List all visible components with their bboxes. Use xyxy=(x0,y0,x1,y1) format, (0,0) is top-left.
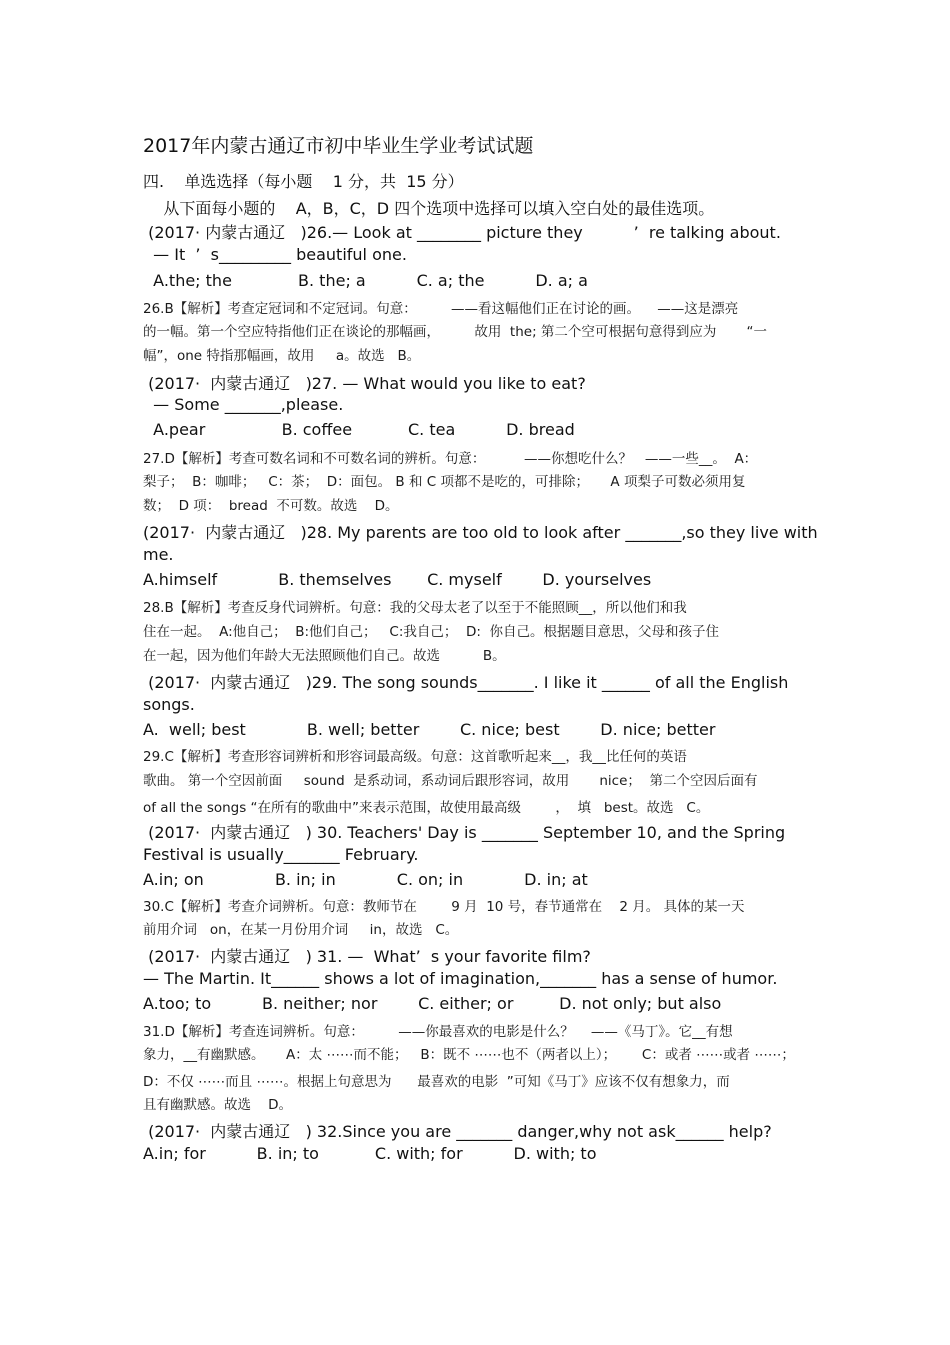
analysis-31-line-1: 31.D【解析】考查连词辨析。句意： ——你最喜欢的电影是什么？ ——《马丁》。它__有想 xyxy=(143,1024,733,1040)
question-28-options: A.himself B. themselves C. myself D. yourselves xyxy=(143,570,652,589)
question-31-options: A.too; to B. neither; nor C. either; or D. not only; but also xyxy=(143,994,722,1013)
question-28-line-2: me. xyxy=(143,545,174,564)
question-31-line-2: — The Martin. It______ shows a lot of imagination,_______ has a sense of humor. xyxy=(143,969,778,988)
analysis-29-line-2: 歌曲。 第一个空因前面 sound 是系动词，系动词后跟形容词，故用 nice； 第二个空因后面有 xyxy=(143,773,758,789)
question-32-line-1: (2017· 内蒙古通辽 ) 32.Since you are _______ danger,why not ask______ help? xyxy=(143,1122,772,1141)
analysis-28-line-3: 在一起，因为他们年龄大无法照顾他们自己。故选 B。 xyxy=(143,648,506,664)
question-30-line-1: (2017· 内蒙古通辽 ) 30. Teachers' Day is _______ September 10, and the Spring xyxy=(143,823,786,842)
analysis-31-line-3: D：不仅 ⋯⋯而且 ⋯⋯。根据上句意思为 最喜欢的电影 ”可知《马丁》应该不仅有想象力，而 xyxy=(143,1074,730,1090)
question-29-line-1: (2017· 内蒙古通辽 )29. The song sounds_______. I like it ______ of all the English xyxy=(143,673,789,692)
analysis-26-line-1: 26.B【解析】考查定冠词和不定冠词。句意： ——看这幅他们正在讨论的画。 ——这是漂亮 xyxy=(143,301,739,317)
question-27-line-2: — Some _______,please. xyxy=(143,395,344,414)
analysis-27-line-2: 梨子； B：咖啡； C：茶； D：面包。 B 和 C 项都不是吃的，可排除； A 项梨子可数必须用复 xyxy=(143,474,746,490)
question-27-options: A.pear B. coffee C. tea D. bread xyxy=(143,420,575,439)
question-26-line-2: — It ’ s_________ beautiful one. xyxy=(143,245,407,264)
question-26-options: A.the; the B. the; a C. a; the D. a; a xyxy=(143,271,588,290)
analysis-28-line-1: 28.B【解析】考查反身代词辨析。句意：我的父母太老了以至于不能照顾__，所以他们和我 xyxy=(143,600,687,616)
analysis-27-line-3: 数； D 项： bread 不可数。故选 D。 xyxy=(143,498,399,514)
question-30-options: A.in; on B. in; in C. on; in D. in; at xyxy=(143,870,588,889)
section-instruction: 从下面每小题的 A，B，C，D 四个选项中选择可以填入空白处的最佳选项。 xyxy=(143,199,715,218)
analysis-26-line-3: 幅”，one 特指那幅画，故用 a。故选 B。 xyxy=(143,348,421,364)
question-26-line-1: (2017· 内蒙古通辽 )26.— Look at ________ picture they ’ re talking about. xyxy=(143,223,781,242)
analysis-31-line-4: 且有幽默感。故选 D。 xyxy=(143,1097,293,1113)
question-32-options: A.in; for B. in; to C. with; for D. with; to xyxy=(143,1144,597,1163)
analysis-31-line-2: 象力，__有幽默感。 A：太 ⋯⋯而不能； B：既不 ⋯⋯也不（两者以上）； C：或者 ⋯⋯或者 ⋯⋯； xyxy=(143,1047,795,1063)
analysis-26-line-2: 的一幅。第一个空应特指他们正在谈论的那幅画， 故用 the; 第二个空可根据句意得到应为 “一 xyxy=(143,324,767,340)
question-28-line-1: (2017· 内蒙古通辽 )28. My parents are too old to look after _______,so they live with xyxy=(143,523,818,542)
section-heading: 四. 单选选择（每小题 1 分，共 15 分） xyxy=(143,172,464,191)
page-title: 2017年内蒙古通辽市初中毕业生学业考试试题 xyxy=(143,135,534,157)
question-29-line-2: songs. xyxy=(143,695,195,714)
analysis-27-line-1: 27.D【解析】考查可数名词和不可数名词的辨析。句意： ——你想吃什么？ ——一些__。 A： xyxy=(143,451,758,467)
analysis-30-line-2: 前用介词 on，在某一月份用介词 in，故选 C。 xyxy=(143,922,459,938)
analysis-29-line-3: of all the songs “在所有的歌曲中”来表示范围，故使用最高级 ， 填 best。故选 C。 xyxy=(143,800,710,816)
question-31-line-1: (2017· 内蒙古通辽 ) 31. — What’ s your favorite film? xyxy=(143,947,591,966)
analysis-28-line-2: 住在一起。 A:他自己； B:他们自己； C:我自己； D: 你自己。根据题目意思，父母和孩子住 xyxy=(143,624,719,640)
analysis-30-line-1: 30.C【解析】考查介词辨析。句意：教师节在 9 月 10 号，春节通常在 2 月。 具体的某一天 xyxy=(143,899,745,915)
question-29-options: A. well; best B. well; better C. nice; best D. nice; better xyxy=(143,720,716,739)
question-30-line-2: Festival is usually_______ February. xyxy=(143,845,419,864)
analysis-29-line-1: 29.C【解析】考查形容词辨析和形容词最高级。句意：这首歌听起来__，我__比任何的英语 xyxy=(143,749,687,765)
question-27-line-1: (2017· 内蒙古通辽 )27. — What would you like to eat? xyxy=(143,374,586,393)
